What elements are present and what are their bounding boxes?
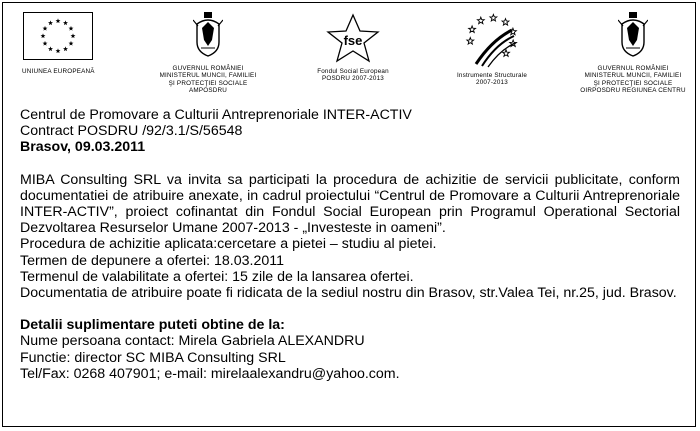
- is-logo: [444, 12, 540, 87]
- is-star-icon: [467, 38, 474, 45]
- gov-left-caption-2: MINISTERUL MUNCII, FAMILIEI: [159, 72, 257, 80]
- gov-right-caption-2: MINISTERUL MUNCII, FAMILIEI: [584, 72, 682, 80]
- details-heading: Detalii suplimentare puteti obtine de la:: [20, 317, 285, 334]
- eu-caption: UNIUNEA EUROPEANĂ: [22, 68, 95, 75]
- announcement-content: [20, 107, 680, 382]
- gov-right-caption-3: ŞI PROTECŢIEI SOCIALE: [593, 79, 673, 87]
- is-caption-1: Instrumente Structurale: [456, 72, 528, 79]
- eu-logo: [22, 12, 94, 75]
- validity-line: Termenul de valabilitate a ofertei: 15 zile de la lansarea ofertei.: [20, 268, 414, 285]
- is-star-icon: [469, 26, 476, 33]
- documentation-line: Documentatia de atribuire poate fi ridicata de la sediul nostru din Brasov, str.Valea Tei, nr.25, jud. Brasov.: [20, 285, 677, 302]
- fse-star-icon: [325, 12, 381, 64]
- place-date: Brasov, 09.03.2011: [20, 139, 146, 156]
- fse-logo-text: fse: [343, 33, 363, 48]
- fse-logo: [298, 12, 408, 83]
- coat-of-arms-icon: [193, 10, 223, 58]
- gov-right-caption-4: OIRPOSDRU REGIUNEA CENTRU: [580, 87, 686, 95]
- gov-left-logo: [152, 10, 264, 95]
- gov-left-caption-3: ŞI PROTECŢIEI SOCIALE: [168, 79, 248, 87]
- structural-instruments-icon: [462, 12, 522, 70]
- is-star-icon: [490, 14, 497, 21]
- contact-role: Functie: director SC MIBA Consulting SRL: [20, 349, 286, 366]
- is-star-icon: [502, 19, 509, 26]
- contact-person: Nume persoana contact: Mirela Gabriela ALEXANDRU: [20, 333, 365, 350]
- fse-caption-2: POSDRU 2007-2013: [321, 75, 384, 83]
- eu-flag-icon: [23, 12, 93, 60]
- contract-number: Contract POSDRU /92/3.1/S/56548: [20, 123, 243, 140]
- procedure-line: Procedura de achizitie aplicata:cercetare a pietei – studiu al pietei.: [20, 236, 437, 253]
- gov-left-caption-4: AMPOSDRU: [189, 87, 227, 95]
- is-caption-2: 2007-2013: [476, 79, 508, 87]
- fse-caption-1: Fondul Social European: [317, 68, 389, 75]
- logo-strip: [0, 0, 700, 104]
- intro-paragraph: MIBA Consulting SRL va invita sa participati la procedura de achizitie de servicii publicitate, conform documentatiei de atribuire anexate, in cadrul proiectului “Centrul de Promovare a Culturii Antreprenoriale INTER-ACTIV”, proiect cofinantat din Fondul Social European prin Programul Operational Sectorial Dezvoltarea Resurselor Umane 2007-2013 - „Investeste in oameni”.: [20, 171, 680, 237]
- deadline-line: Termen de depunere a ofertei: 18.03.2011: [20, 252, 284, 269]
- is-star-icon: [477, 17, 484, 24]
- contact-phone-email: Tel/Fax: 0268 407901; e-mail: mirelaalexandru@yahoo.com.: [20, 365, 400, 382]
- gov-right-logo: [578, 10, 688, 95]
- gov-right-caption-1: GUVERNUL ROMÂNIEI: [597, 65, 669, 72]
- center-name: Centrul de Promovare a Culturii Antreprenoriale INTER-ACTIV: [20, 107, 412, 123]
- gov-left-caption-1: GUVERNUL ROMÂNIEI: [172, 65, 244, 72]
- coat-of-arms-icon: [618, 10, 648, 58]
